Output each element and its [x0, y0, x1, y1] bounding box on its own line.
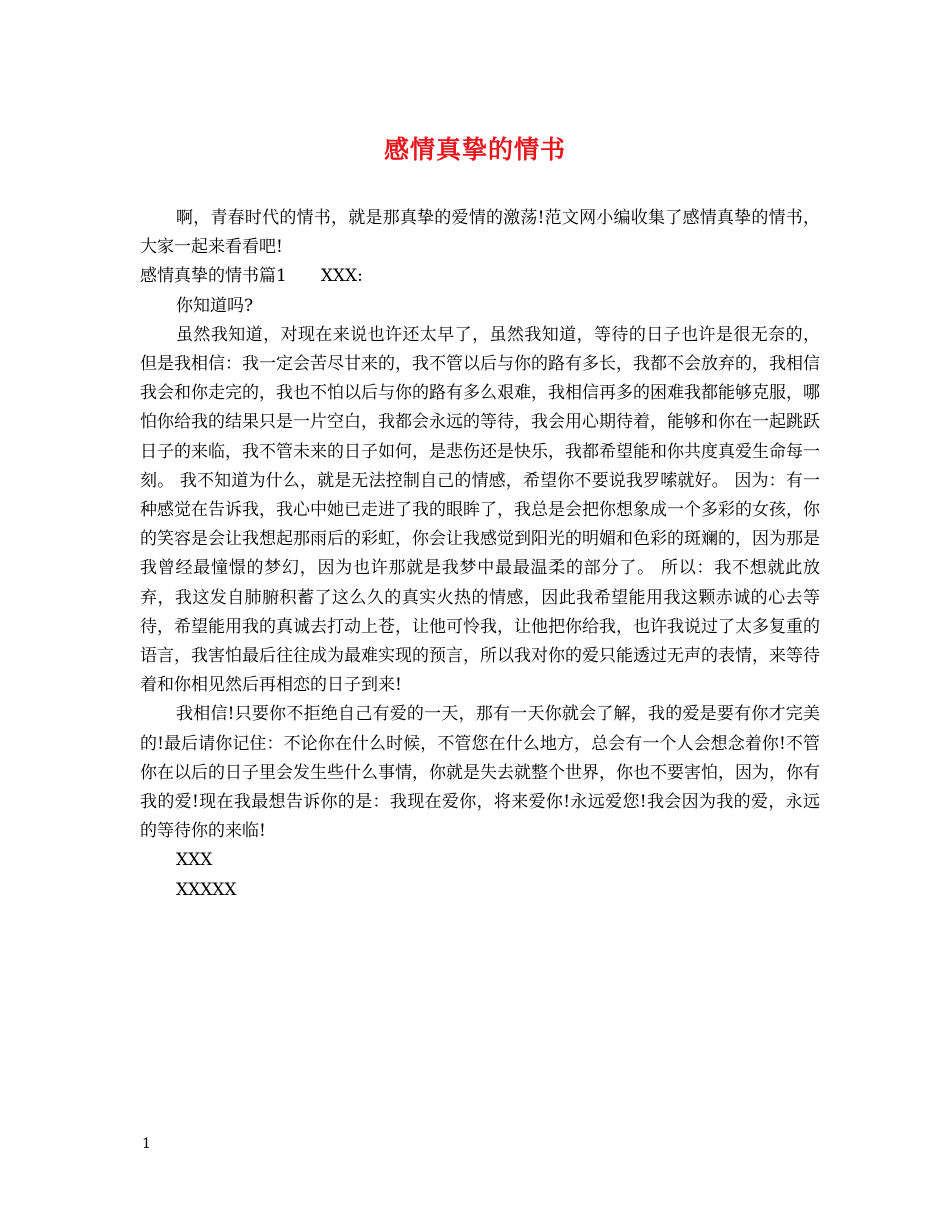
signature-line: XXX: [176, 850, 213, 871]
section-heading: 感情真挚的情书篇1 XXX:: [140, 266, 363, 287]
letter-paragraph-2: 我相信!只要你不拒绝自己有爱的一天，那有一天你就会了解，我的爱是要有你才完美的!最后请你记住：不论你在什么时候，不管您在什么地方，总会有一个人会想念着你!不管你在以后的日子里会发生些什么事情，你就是失去就整个世界，你也不要害怕，因为，你有我的爱!现在我最想告诉你的是：我现在爱你，将来爱你!永远爱您!我会因为我的爱，永远的等待你的来临!: [140, 704, 820, 842]
page-number: 1: [142, 1136, 151, 1152]
intro-paragraph: 啊，青春时代的情书，就是那真挚的爱情的激荡!范文网小编收集了感情真挚的情书，大家一起来看看吧!: [140, 208, 820, 258]
letter-paragraph-1: 虽然我知道，对现在来说也许还太早了，虽然我知道，等待的日子也许是很无奈的，但是我相信：我一定会苦尽甘来的，我不管以后与你的路有多长，我都不会放弃的，我相信我会和你走完的，我也不怕以后与你的路有多么艰难，我相信再多的困难我都能够克服，哪怕你给我的结果只是一片空白，我都会永远的等待，我会用心期待着，能够和你在一起跳跃日子的来临，我不管未来的日子如何，是悲伤还是快乐，我都希望能和你共度真爱生命每一刻。 我不知道为什么，就是无法控制自己的情感，希望你不要说我罗嗦就好。 因为：有一种感觉在告诉我，我心中她已走进了我的眼眸了，我总是会把你想象成一个多彩的女孩，你的笑容是会让我想起那雨后的彩虹，你会让我感觉到阳光的明媚和色彩的斑斓的，因为那是我曾经最憧憬的梦幻，因为也许那就是我梦中最最温柔的部分了。 所以：我不想就此放弃，我这发自肺腑积蓄了这么久的真实火热的情感，因此我希望能用我这颗赤诚的心去等待，希望能用我的真诚去打动上苍，让他可怜我，让他把你给我，也许我说过了太多复重的语言，我害怕最后往往成为最难实现的预言，所以我对你的爱只能透过无声的表情，来等待着和你相见然后再相恋的日子到来!: [140, 324, 820, 696]
date-line: XXXXX: [176, 879, 237, 900]
document-body: [140, 204, 820, 905]
greeting-line: 你知道吗?: [176, 295, 254, 316]
document-title: 感情真挚的情书: [383, 135, 566, 164]
